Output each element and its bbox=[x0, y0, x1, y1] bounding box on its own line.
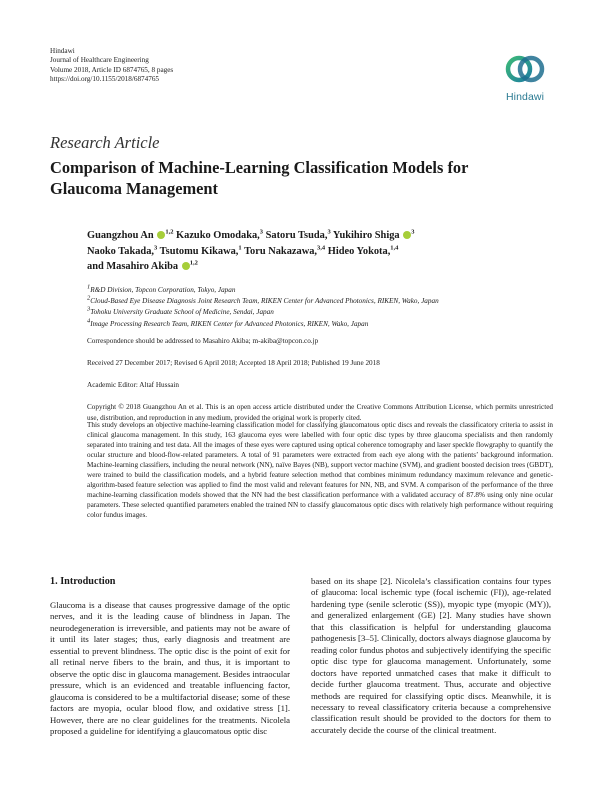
doi-link[interactable]: https://doi.org/10.1155/2018/6874765 bbox=[50, 75, 160, 84]
affiliation-item bbox=[87, 319, 557, 330]
author-affiliation: 3 bbox=[411, 228, 415, 236]
section-heading-introduction: 1. Introduction bbox=[50, 576, 116, 587]
author-line-3 bbox=[87, 259, 527, 275]
article-title bbox=[50, 158, 550, 199]
academic-editor: Academic Editor: Altaf Hussain bbox=[87, 381, 180, 389]
author-line-1 bbox=[87, 228, 527, 244]
author-line-2 bbox=[87, 244, 527, 260]
copyright-notice: Copyright © 2018 Guangzhou An et al. This is an open access article distributed under the Creative Commons Attribution License, which permits unrestricted use, distribution, and reproduction in any medium, provided the original work is properly cited. bbox=[87, 403, 553, 422]
author-affiliation: 1,2 bbox=[165, 228, 174, 236]
author-conjunction: and bbox=[87, 261, 104, 273]
affiliation-number: 2 bbox=[87, 294, 91, 302]
affiliation-text: Cloud-Based Eye Disease Diagnosis Joint Research Team, RIKEN Center for Advanced Photonics, RIKEN, Wako, Japan bbox=[90, 297, 439, 306]
affiliation-text: Tohoku University Graduate School of Medicine, Sendai, Japan bbox=[90, 308, 274, 317]
author-affiliation: 3 bbox=[327, 228, 331, 236]
affiliation-item bbox=[87, 296, 557, 307]
article-type: Research Article bbox=[50, 133, 160, 152]
author-name[interactable]: Tsutomu Kikawa, bbox=[159, 245, 239, 257]
author-name[interactable]: Satoru Tsuda, bbox=[265, 230, 328, 241]
publisher-name: Hindawi bbox=[50, 47, 75, 55]
author-affiliation: 3 bbox=[259, 228, 264, 236]
correspondence-note[interactable]: Correspondence should be addressed to Masahiro Akiba; m-akiba@topcon.co.jp bbox=[87, 337, 319, 345]
volume-info: Volume 2018, Article ID 6874765, 8 pages bbox=[50, 65, 174, 74]
author-name[interactable]: Masahiro Akiba bbox=[106, 261, 179, 273]
author-affiliation: 3 bbox=[154, 244, 158, 252]
orcid-icon[interactable] bbox=[182, 262, 190, 270]
affiliation-text: R&D Division, Topcon Corporation, Tokyo, Japan bbox=[90, 286, 236, 294]
affiliation-number: 1 bbox=[87, 283, 91, 291]
introduction-column-right: based on its shape [2]. Nicolela’s classification contains four types of glaucoma: local ischemic type (focal ischemic (FI)), age-related hardening type (senile sclerotic (SS)), myopic type (myopic (MY)), and generalized enlargement (GE) [2]. Many studies have shown that this classification is helpful for understanding glaucoma pathogenesis [3–5]. Clinically, doctors always diagnose glaucoma by reading color fundus photos and subjectively identifying the specific optic disc type for glaucoma management. Unfortunately, some doctors have reported unmatched cases that make it difficult to decide further glaucoma treatment. Thus, accurate and objective methods are required for classifying optic discs. Meanwhile, it is necessary to reveal classificatory criteria because a comprehensive classification result should be provided to the doctors for them to accurately decide the course of the clinical treatment. bbox=[311, 576, 551, 735]
author-name[interactable]: Naoko Takada, bbox=[87, 245, 154, 257]
affiliation-list bbox=[87, 285, 557, 330]
affiliation-text: Image Processing Research Team, RIKEN Center for Advanced Photonics, RIKEN, Wako, Japan bbox=[90, 319, 369, 328]
publication-dates: Received 27 December 2017; Revised 6 April 2018; Accepted 18 April 2018; Published 19 June 2018 bbox=[87, 359, 380, 367]
introduction-column-left: Glaucoma is a disease that causes progressive damage of the optic nerves, and it is the leading cause of blindness in Japan. The neurodegeneration is irreversible, and patients may not be aware of it until its later stages; thus, early diagnosis and treatment are essential to prevent blindness. The optic disc is the point of exit for all retinal nerve fibers to the brain, and thus, it is important to observe the optic disc in glaucoma management. Besides intraocular pressure, which is an evidenced and treatable influencing factor, glaucoma is considered to be a multifactorial disease; some of these factors are myopia, ocular blood flow, and oxidative stress [1]. However, there are no clear guidelines for the treatments. Nicolela proposed a guideline for identifying a glaucomatous optic disc bbox=[50, 600, 290, 736]
journal-header bbox=[50, 47, 173, 85]
title-line-1: Comparison of Machine-Learning Classification Models for bbox=[50, 158, 469, 177]
affiliation-item bbox=[87, 307, 557, 318]
affiliation-number: 4 bbox=[87, 317, 91, 325]
journal-name: Journal of Healthcare Engineering bbox=[50, 56, 149, 65]
author-affiliation: 3,4 bbox=[317, 244, 326, 252]
hindawi-logo-text: Hindawi bbox=[505, 91, 545, 103]
author-name[interactable]: Yukihiro Shiga bbox=[332, 230, 400, 241]
author-name[interactable]: Kazuko Omodaka, bbox=[176, 230, 260, 241]
author-name[interactable]: Toru Nakazawa, bbox=[244, 245, 318, 257]
author-name[interactable]: Guangzhou An bbox=[87, 230, 154, 241]
author-affiliation: 1,2 bbox=[189, 259, 198, 267]
author-affiliation: 1 bbox=[238, 244, 242, 252]
title-line-2: Glaucoma Management bbox=[50, 178, 218, 198]
author-list bbox=[87, 228, 527, 275]
affiliation-number: 3 bbox=[87, 306, 91, 314]
author-affiliation: 1,4 bbox=[390, 244, 399, 252]
author-name[interactable]: Hideo Yokota, bbox=[327, 245, 391, 257]
affiliation-item bbox=[87, 285, 557, 296]
abstract-text: This study develops an objective machine-learning classification model for classifying glaucomatous optic discs and reveals the classificatory criteria to assist in clinical glaucoma management. In this study, 163 glaucoma eyes were labelled with four optic disc types by three glaucoma specialists and then randomly separated into training and test data. All the images of these eyes were captured using optical coherence tomography and laser speckle flowgraphy to quantify the ocular structure and blood-flow-related parameters. A total of 91 parameters were extracted from each eye along with the patients’ background information. Machine-learning classifiers, including the neural network (NN), naïve Bayes (NB), support vector machine (SVM), and gradient boosted decision trees (GBDT), were trained to build the classification models, and a hybrid feature selection method that combines minimum redundancy maximum relevance and genetic-algorithm-based feature selection was applied to find the most valid and relevant features for NN, NB, and SVM. A comparison of the performance of the three machine-learning classification models showed that the NN had the best classification performance with a validated accuracy of 87.8% using only nine ocular parameters. These selected quantified parameters enabled the trained NN to classify glaucomatous optic discs with relatively high performance without requiring color fundus images. bbox=[87, 421, 553, 519]
